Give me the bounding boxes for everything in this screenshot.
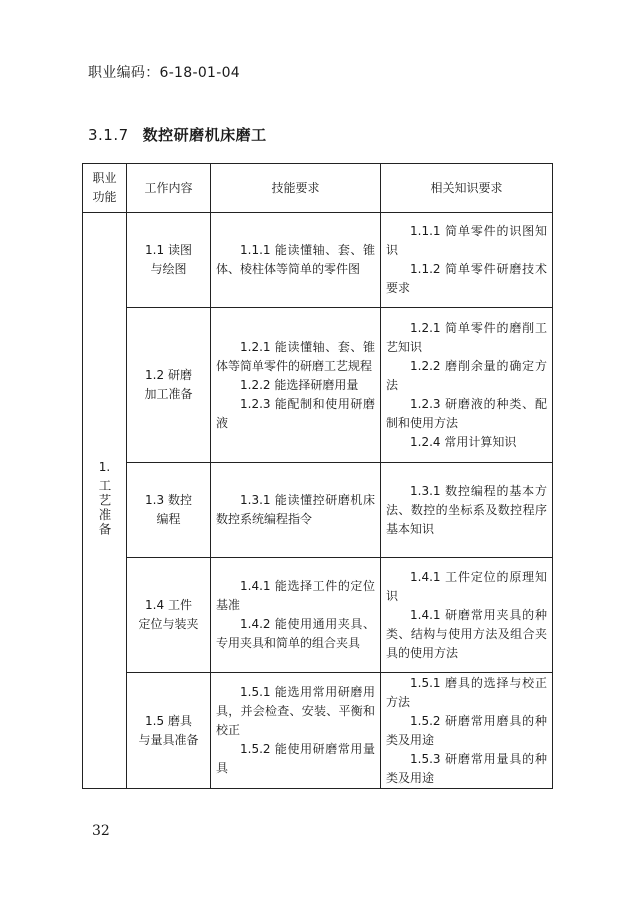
content-cell: 1.2 研磨 加工准备 xyxy=(127,308,211,463)
function-number: 1. xyxy=(98,460,111,474)
skills-cell xyxy=(211,213,381,308)
knowledge-item: 1.1.2 简单零件研磨技术要求 xyxy=(386,262,547,295)
table-row xyxy=(83,308,553,463)
function-cell xyxy=(83,213,127,789)
header-content: 工作内容 xyxy=(127,164,211,213)
knowledge-cell xyxy=(381,308,553,463)
skills-standard-table xyxy=(82,163,553,789)
function-name: 工艺准备 xyxy=(97,479,112,537)
page-number: 32 xyxy=(92,823,110,839)
skill-item: 1.3.1 能读懂控研磨机床数控系统编程指令 xyxy=(216,493,375,526)
knowledge-item: 1.4.1 工件定位的原理知识 xyxy=(386,569,547,603)
knowledge-item: 1.5.3 研磨常用量具的种类及用途 xyxy=(386,751,547,785)
header-knowledge: 相关知识要求 xyxy=(381,164,553,213)
table-row xyxy=(83,558,553,673)
knowledge-cell xyxy=(381,463,553,558)
skills-cell xyxy=(211,673,381,789)
knowledge-item: 1.4.1 研磨常用夹具的种类、结构与使用方法及组合夹具的使用方法 xyxy=(386,607,547,660)
skill-item: 1.1.1 能读懂轴、套、锥体、棱柱体等简单的零件图 xyxy=(216,243,375,276)
skills-cell xyxy=(211,308,381,463)
section-title: 数控研磨机床磨工 xyxy=(142,126,267,144)
knowledge-item: 1.3.1 数控编程的基本方法、数控的坐标系及数控程序基本知识 xyxy=(386,483,547,536)
skills-cell xyxy=(211,558,381,673)
knowledge-item: 1.5.1 磨具的选择与校正方法 xyxy=(386,675,547,709)
skill-item: 1.4.1 能选择工件的定位基准 xyxy=(216,579,375,612)
skill-item: 1.2.3 能配制和使用研磨液 xyxy=(216,396,375,430)
skill-item: 1.4.2 能使用通用夹具、专用夹具和简单的组合夹具 xyxy=(216,617,375,650)
section-number: 3.1.7 xyxy=(88,126,129,144)
table-row xyxy=(83,463,553,558)
table-header-row xyxy=(83,164,553,213)
knowledge-item: 1.2.1 简单零件的磨削工艺知识 xyxy=(386,320,547,354)
knowledge-cell xyxy=(381,673,553,789)
content-cell: 1.3 数控 编程 xyxy=(127,463,211,558)
occupation-code: 职业编码：6-18-01-04 xyxy=(88,65,241,81)
knowledge-item: 1.2.2 磨削余量的确定方法 xyxy=(386,358,547,392)
skills-cell xyxy=(211,463,381,558)
knowledge-item: 1.5.2 研磨常用磨具的种类及用途 xyxy=(386,713,547,747)
skill-item: 1.2.2 能选择研磨用量 xyxy=(240,377,359,392)
content-cell: 1.1 读图 与绘图 xyxy=(127,213,211,308)
content-cell: 1.5 磨具 与量具准备 xyxy=(127,673,211,789)
table-row xyxy=(83,213,553,308)
knowledge-item: 1.2.3 研磨液的种类、配制和使用方法 xyxy=(386,396,547,430)
skill-item: 1.2.1 能读懂轴、套、锥体等简单零件的研磨工艺规程 xyxy=(216,339,375,373)
section-heading xyxy=(88,124,267,145)
content-cell: 1.4 工件 定位与装夹 xyxy=(127,558,211,673)
knowledge-cell xyxy=(381,213,553,308)
table-row xyxy=(83,673,553,789)
skill-item: 1.5.1 能选用常用研磨用具，并会检查、安装、平衡和校正 xyxy=(216,685,375,737)
skill-item: 1.5.2 能使用研磨常用量具 xyxy=(216,742,375,775)
knowledge-cell xyxy=(381,558,553,673)
knowledge-item: 1.2.4 常用计算知识 xyxy=(410,434,517,449)
header-function: 职业 功能 xyxy=(83,164,127,213)
knowledge-item: 1.1.1 简单零件的识图知识 xyxy=(386,224,547,257)
header-skills: 技能要求 xyxy=(211,164,381,213)
